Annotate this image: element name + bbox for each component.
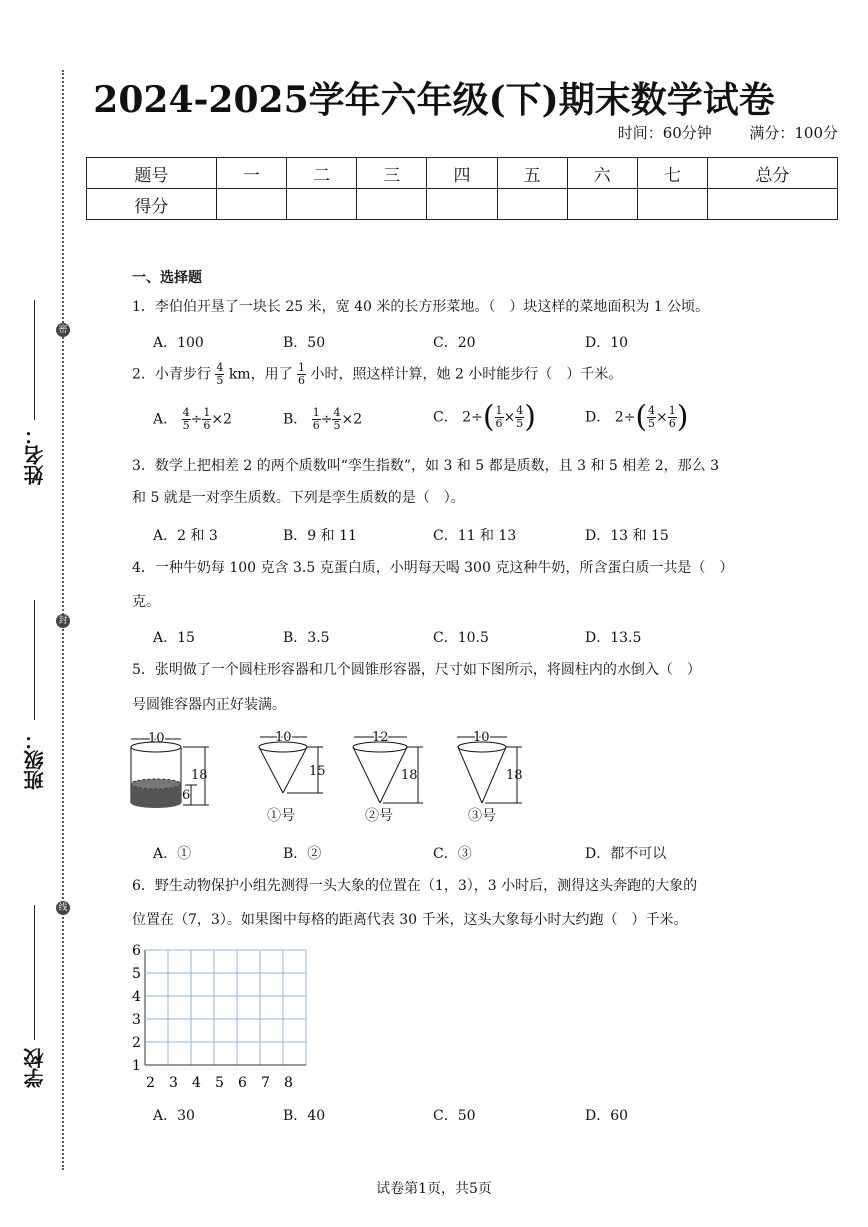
svg-text:12: 12	[372, 730, 389, 745]
svg-text:①号: ①号	[267, 808, 295, 824]
seal-mi: 密	[56, 323, 70, 337]
score-head-cell: 题号	[87, 158, 217, 189]
q6-option-a[interactable]: A．30	[153, 1108, 195, 1124]
q5-line1: 5．张明做了一个圆柱形容器和几个圆锥形容器，尺寸如下图所示，将圆柱内的水倒入（ ）	[132, 662, 701, 678]
q2-unit: km，用了	[228, 366, 293, 383]
q2-option-a[interactable]: A． $\frac{4}{5}$ ÷ $\frac{1}{6}$ ×2	[153, 406, 232, 432]
cone-1	[259, 730, 326, 824]
exam-info	[618, 122, 838, 143]
cone-3	[457, 730, 523, 824]
score-table-header-row	[87, 158, 838, 189]
svg-text:15: 15	[309, 764, 326, 779]
q6-grid	[128, 940, 318, 1090]
svg-text:6: 6	[182, 788, 191, 803]
q4-line1: 4．一种牛奶每 100 克含 3.5 克蛋白质，小明每天喝 300 克这种牛奶，所含蛋白质一共是（ ）	[132, 560, 734, 576]
grid-x-tick-label: 8	[284, 1075, 293, 1090]
score-head-cell: 四	[427, 158, 497, 189]
q2-text	[132, 362, 622, 387]
q5-option-a[interactable]: A．①	[153, 846, 192, 862]
name-label: 姓名：	[23, 425, 47, 485]
q3-option-d[interactable]: D．13 和 15	[585, 528, 669, 544]
q4-option-a[interactable]: A．15	[153, 630, 195, 646]
svg-text:18: 18	[401, 768, 418, 783]
q1-option-c[interactable]: C．20	[433, 335, 476, 351]
q6-option-c[interactable]: C．50	[433, 1108, 476, 1124]
grid-y-tick-label: 3	[132, 1012, 141, 1028]
svg-text:10: 10	[275, 730, 292, 745]
name-underline	[34, 300, 35, 420]
q6-option-d[interactable]: D．60	[585, 1108, 629, 1124]
q4-option-b[interactable]: B．3.5	[283, 630, 330, 646]
grid-x-labels	[146, 1075, 293, 1090]
q6-line2: 位置在（7，3）。如果图中每格的距离代表 30 千米，这头大象每小时大约跑（ ）千米。	[132, 912, 688, 928]
q3-option-a[interactable]: A．2 和 3	[153, 528, 218, 544]
grid-y-tick-label: 4	[132, 989, 141, 1005]
q5-option-b[interactable]: B．②	[283, 846, 322, 862]
q3-line1: 3．数学上把相差 2 的两个质数叫“孪生指数”，如 3 和 5 都是质数，且 3 和 5 相差 2，那么 3	[132, 458, 719, 474]
q2-post: 小时，照这样计算，她 2 小时能步行（ ）千米。	[310, 366, 623, 383]
score-cell[interactable]	[497, 189, 567, 220]
grid-x-tick-label: 2	[146, 1075, 155, 1090]
class-underline	[34, 600, 35, 720]
q3-option-c[interactable]: C．11 和 13	[433, 528, 517, 544]
grid-x-tick-label: 7	[261, 1075, 270, 1090]
seal-xian: 线	[56, 901, 70, 915]
q4-option-d[interactable]: D．13.5	[585, 630, 642, 646]
grid-x-tick-label: 3	[169, 1075, 178, 1090]
svg-text:10: 10	[148, 731, 165, 746]
score-cell[interactable]	[567, 189, 637, 220]
score-head-cell: 五	[497, 158, 567, 189]
svg-text:18: 18	[191, 768, 208, 783]
q5-line2: 号圆锥容器内正好装满。	[132, 697, 286, 713]
grid-x-tick-label: 4	[192, 1075, 201, 1090]
svg-text:10: 10	[473, 730, 490, 745]
q2-option-b[interactable]: B． $\frac{1}{6}$ ÷ $\frac{4}{5}$ ×2	[283, 406, 363, 432]
q1-option-b[interactable]: B．50	[283, 335, 326, 351]
score-cell[interactable]	[357, 189, 427, 220]
grid-y-labels	[132, 943, 141, 1074]
cylinder-container	[131, 731, 209, 808]
score-head-cell: 总分	[708, 158, 838, 189]
grid-y-tick-label: 5	[132, 966, 141, 982]
q2-pre: 2．小青步行	[132, 366, 211, 383]
score-table	[86, 157, 838, 220]
score-cell[interactable]	[637, 189, 707, 220]
q6-option-b[interactable]: B．40	[283, 1108, 326, 1124]
grid-x-tick-label: 5	[215, 1075, 224, 1090]
q2-option-c[interactable]: C． 2÷( $\frac{1}{6}$ × $\frac{4}{5}$ )	[433, 399, 536, 435]
score-cell[interactable]	[216, 189, 286, 220]
score-head-cell: 三	[357, 158, 427, 189]
school-label: 学校	[23, 1048, 47, 1088]
full-score-label: 满分：100分	[749, 124, 838, 142]
svg-text:③号: ③号	[468, 808, 496, 824]
grid-y-tick-label: 1	[132, 1058, 141, 1074]
page-footer: 试卷第1页，共5页	[376, 1181, 492, 1197]
svg-text:②号: ②号	[365, 808, 393, 824]
score-head-cell: 二	[287, 158, 357, 189]
fraction-4-5: $\frac{4}{5}$	[216, 361, 224, 387]
score-cell[interactable]	[427, 189, 497, 220]
grid-lines	[145, 950, 306, 1065]
q6-line1: 6．野生动物保护小组先测得一头大象的位置在（1，3），3 小时后，测得这头奔跑的大象的	[132, 878, 698, 894]
svg-text:18: 18	[506, 768, 523, 783]
seal-feng: 封	[56, 614, 70, 628]
q4-option-c[interactable]: C．10.5	[433, 630, 489, 646]
score-cell[interactable]	[708, 189, 838, 220]
score-row-label: 得分	[87, 189, 217, 220]
grid-x-tick-label: 6	[238, 1075, 247, 1090]
exam-title: 2024-2025学年六年级(下)期末数学试卷	[93, 79, 775, 121]
score-head-cell: 六	[567, 158, 637, 189]
q4-line2: 克。	[132, 594, 160, 610]
class-label: 班级：	[23, 730, 47, 790]
q5-figure	[125, 727, 545, 827]
score-table-score-row	[87, 189, 838, 220]
cone-2	[353, 730, 423, 824]
q5-option-d[interactable]: D．都不可以	[585, 846, 667, 862]
time-label: 时间：60分钟	[617, 124, 712, 142]
grid-y-tick-label: 2	[132, 1035, 141, 1051]
q2-option-d[interactable]: D． 2÷( $\frac{4}{5}$ × $\frac{1}{6}$ )	[585, 399, 689, 435]
q5-option-c[interactable]: C．③	[433, 846, 472, 862]
q1-option-d[interactable]: D．10	[585, 335, 629, 351]
fraction-1-6: $\frac{1}{6}$	[298, 361, 306, 387]
q3-option-b[interactable]: B．9 和 11	[283, 528, 357, 544]
score-cell[interactable]	[287, 189, 357, 220]
q1-option-a[interactable]: A．100	[153, 335, 204, 351]
grid-y-tick-label: 6	[132, 943, 141, 959]
score-head-cell: 七	[637, 158, 707, 189]
q3-line2: 和 5 就是一对孪生质数。下列是孪生质数的是（ ）。	[132, 490, 465, 506]
school-underline	[34, 905, 35, 1040]
q1-text: 1．李伯伯开垦了一块长 25 米，宽 40 米的长方形菜地。（ ）块这样的菜地面积为 1 公顷。	[132, 299, 710, 315]
score-head-cell: 一	[216, 158, 286, 189]
section-heading: 一、选择题	[132, 270, 202, 286]
